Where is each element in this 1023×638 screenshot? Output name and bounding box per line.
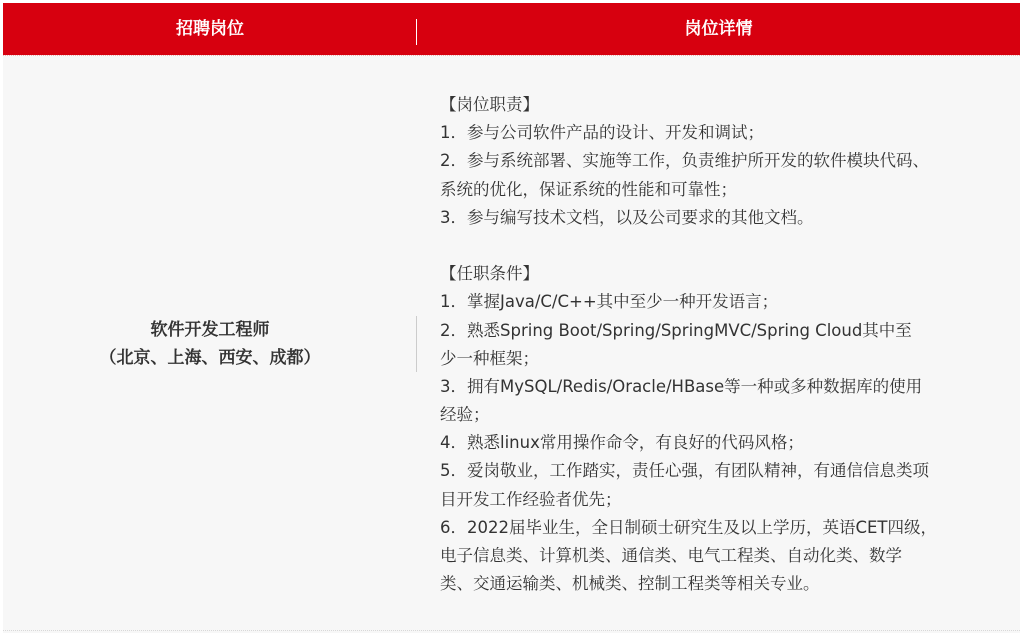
header-details: 岗位详情 [684, 19, 753, 39]
requirement-line: 5．爱岗敬业，工作踏实，责任心强，有团队精神，有通信信息类项 [440, 461, 929, 481]
column-divider [416, 316, 417, 372]
requirement-line: 电子信息类、计算机类、通信类、电气工程类、自动化类、数学 [440, 546, 902, 565]
requirement-line: 4．熟悉linux常用操作命令，有良好的代码风格； [440, 433, 804, 453]
requirement-line: 3．拥有MySQL/Redis/Oracle/HBase等一种或多种数据库的使用 [440, 376, 923, 396]
duties-heading: 【岗位职责】 [440, 95, 539, 114]
spacer [440, 232, 1012, 260]
header-position: 招聘岗位 [176, 19, 244, 39]
duty-line: 3．参与编写技术文档，以及公司要求的其他文档。 [440, 207, 814, 227]
duty-line: 1．参与公司软件产品的设计、开发和调试； [440, 123, 764, 143]
table-bottom-border [3, 630, 1020, 631]
position-cell [3, 316, 417, 372]
table-header [3, 3, 1020, 55]
requirements-heading: 【任职条件】 [440, 264, 539, 284]
header-separator [3, 55, 1020, 56]
requirement-line: 6．2022届毕业生，全日制硕士研究生及以上学历，英语CET四级， [440, 517, 938, 537]
position-locations: （北京、上海、西安、成都） [99, 348, 321, 368]
duty-line: 系统的优化，保证系统的性能和可靠性； [440, 179, 737, 199]
requirement-line: 2．熟悉Spring Boot/Spring/SpringMVC/Spring Cloud其中至 [440, 320, 912, 340]
position-title: 软件开发工程师 [150, 320, 270, 340]
requirement-line: 1．掌握Java/C/C++其中至少一种开发语言； [440, 292, 779, 312]
requirement-line: 少一种框架； [440, 348, 539, 368]
job-table [3, 3, 1020, 633]
requirement-line: 类、交通运输类、机械类、控制工程类等相关专业。 [440, 574, 820, 594]
requirement-line: 目开发工作经验者优先； [440, 489, 622, 509]
duty-line: 2．参与系统部署、实施等工作，负责维护所开发的软件模块代码、 [440, 151, 929, 171]
details-cell [440, 91, 1012, 598]
requirement-line: 经验； [440, 405, 490, 425]
